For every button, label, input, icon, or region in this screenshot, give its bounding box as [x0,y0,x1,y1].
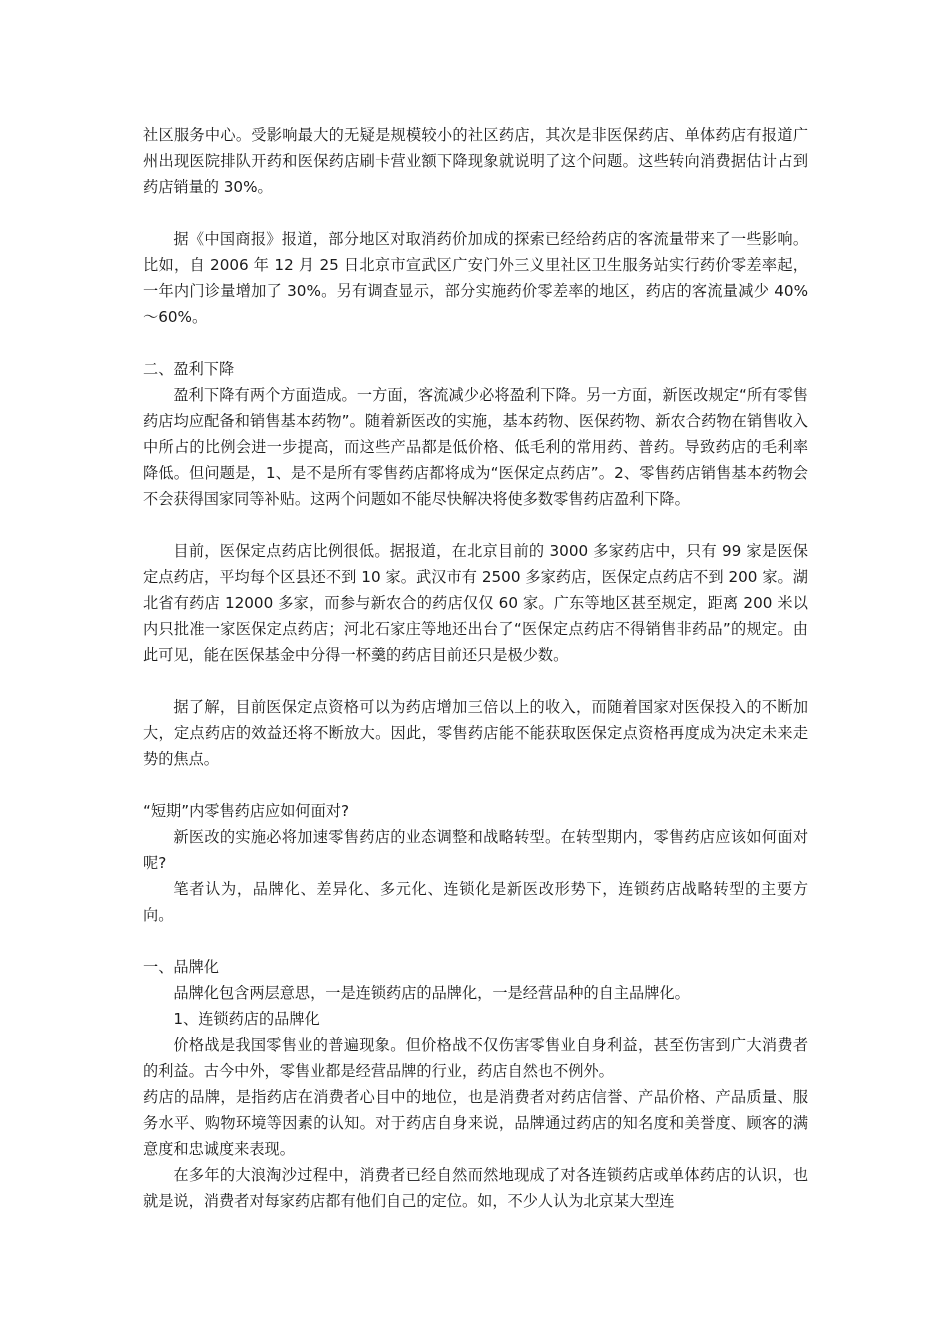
paragraph-9: 价格战是我国零售业的普遍现象。但价格战不仅伤害零售业自身利益，甚至伤害到广大消费者的利益。古今中外，零售业都是经营品牌的行业，药店自然也不例外。 [143,1036,808,1080]
paragraph-2: 据《中国商报》报道，部分地区对取消药价加成的探索已经给药店的客流量带来了一些影响。比如，自 2006 年 12 月 25 日北京市宣武区广安门外三义里社区卫生服务站实行药价零差率起，一年内门诊量增加了 30%。另有调查显示，部分实施药价零差率的地区，药店的客流量减少 40%～60%。 [143,230,808,326]
section-heading-profit: 二、盈利下降 [143,360,235,378]
blank-line [143,772,808,798]
paragraph-5: 据了解，目前医保定点资格可以为药店增加三倍以上的收入，而随着国家对医保投入的不断加大，定点药店的效益还将不断放大。因此，零售药店能不能获取医保定点资格再度成为决定未来走势的焦点。 [143,698,808,768]
paragraph-3: 盈利下降有两个方面造成。一方面，客流减少必将盈利下降。另一方面，新医改规定“所有零售药店均应配备和销售基本药物”。随着新医改的实施，基本药物、医保药物、新农合药物在销售收入中所占的比例会进一步提高，而这些产品都是低价格、低毛利的常用药、普药。导致药店的毛利率降低。但问题是，1、是不是所有零售药店都将成为“医保定点药店”。2、零售药店销售基本药物会不会获得国家同等补贴。这两个问题如不能尽快解决将使多数零售药店盈利下降。 [143,386,808,508]
document-body [143,122,808,1214]
paragraph-10: 药店的品牌，是指药店在消费者心目中的地位，也是消费者对药店信誉、产品价格、产品质量、服务水平、购物环境等因素的认知。对于药店自身来说，品牌通过药店的知名度和美誉度、顾客的满意度和忠诚度来表现。 [143,1088,808,1158]
paragraph-7: 笔者认为，品牌化、差异化、多元化、连锁化是新医改形势下，连锁药店战略转型的主要方向。 [143,880,808,924]
blank-line [143,512,808,538]
section-heading-short-term: “短期”内零售药店应如何面对? [143,802,350,820]
paragraph-1: 社区服务中心。受影响最大的无疑是规模较小的社区药店，其次是非医保药店、单体药店有报道广州出现医院排队开药和医保药店刷卡营业额下降现象就说明了这个问题。这些转向消费据估计占到药店销量的 30%。 [143,126,808,196]
blank-line [143,330,808,356]
subheading-chain-branding: 1、连锁药店的品牌化 [173,1010,320,1028]
blank-line [143,668,808,694]
paragraph-6: 新医改的实施必将加速零售药店的业态调整和战略转型。在转型期内，零售药店应该如何面对呢? [143,828,808,872]
paragraph-4: 目前，医保定点药店比例很低。据报道，在北京目前的 3000 多家药店中，只有 99 家是医保定点药店，平均每个区县还不到 10 家。武汉市有 2500 多家药店，医保定点药店不到 200 家。湖北省有药店 12000 多家，而参与新农合的药店仅仅 60 家。广东等地区甚至规定，距离 200 米以内只批准一家医保定点药店；河北石家庄等地还出台了“医保定点药店不得销售非药品”的规定。由此可见，能在医保基金中分得一杯羹的药店目前还只是极少数。 [143,542,808,664]
blank-line [143,200,808,226]
paragraph-11: 在多年的大浪淘沙过程中，消费者已经自然而然地现成了对各连锁药店或单体药店的认识，也就是说，消费者对每家药店都有他们自己的定位。如，不少人认为北京某大型连 [143,1166,808,1210]
blank-line [143,928,808,954]
paragraph-8: 品牌化包含两层意思，一是连锁药店的品牌化，一是经营品种的自主品牌化。 [173,984,690,1002]
section-heading-branding: 一、品牌化 [143,958,219,976]
